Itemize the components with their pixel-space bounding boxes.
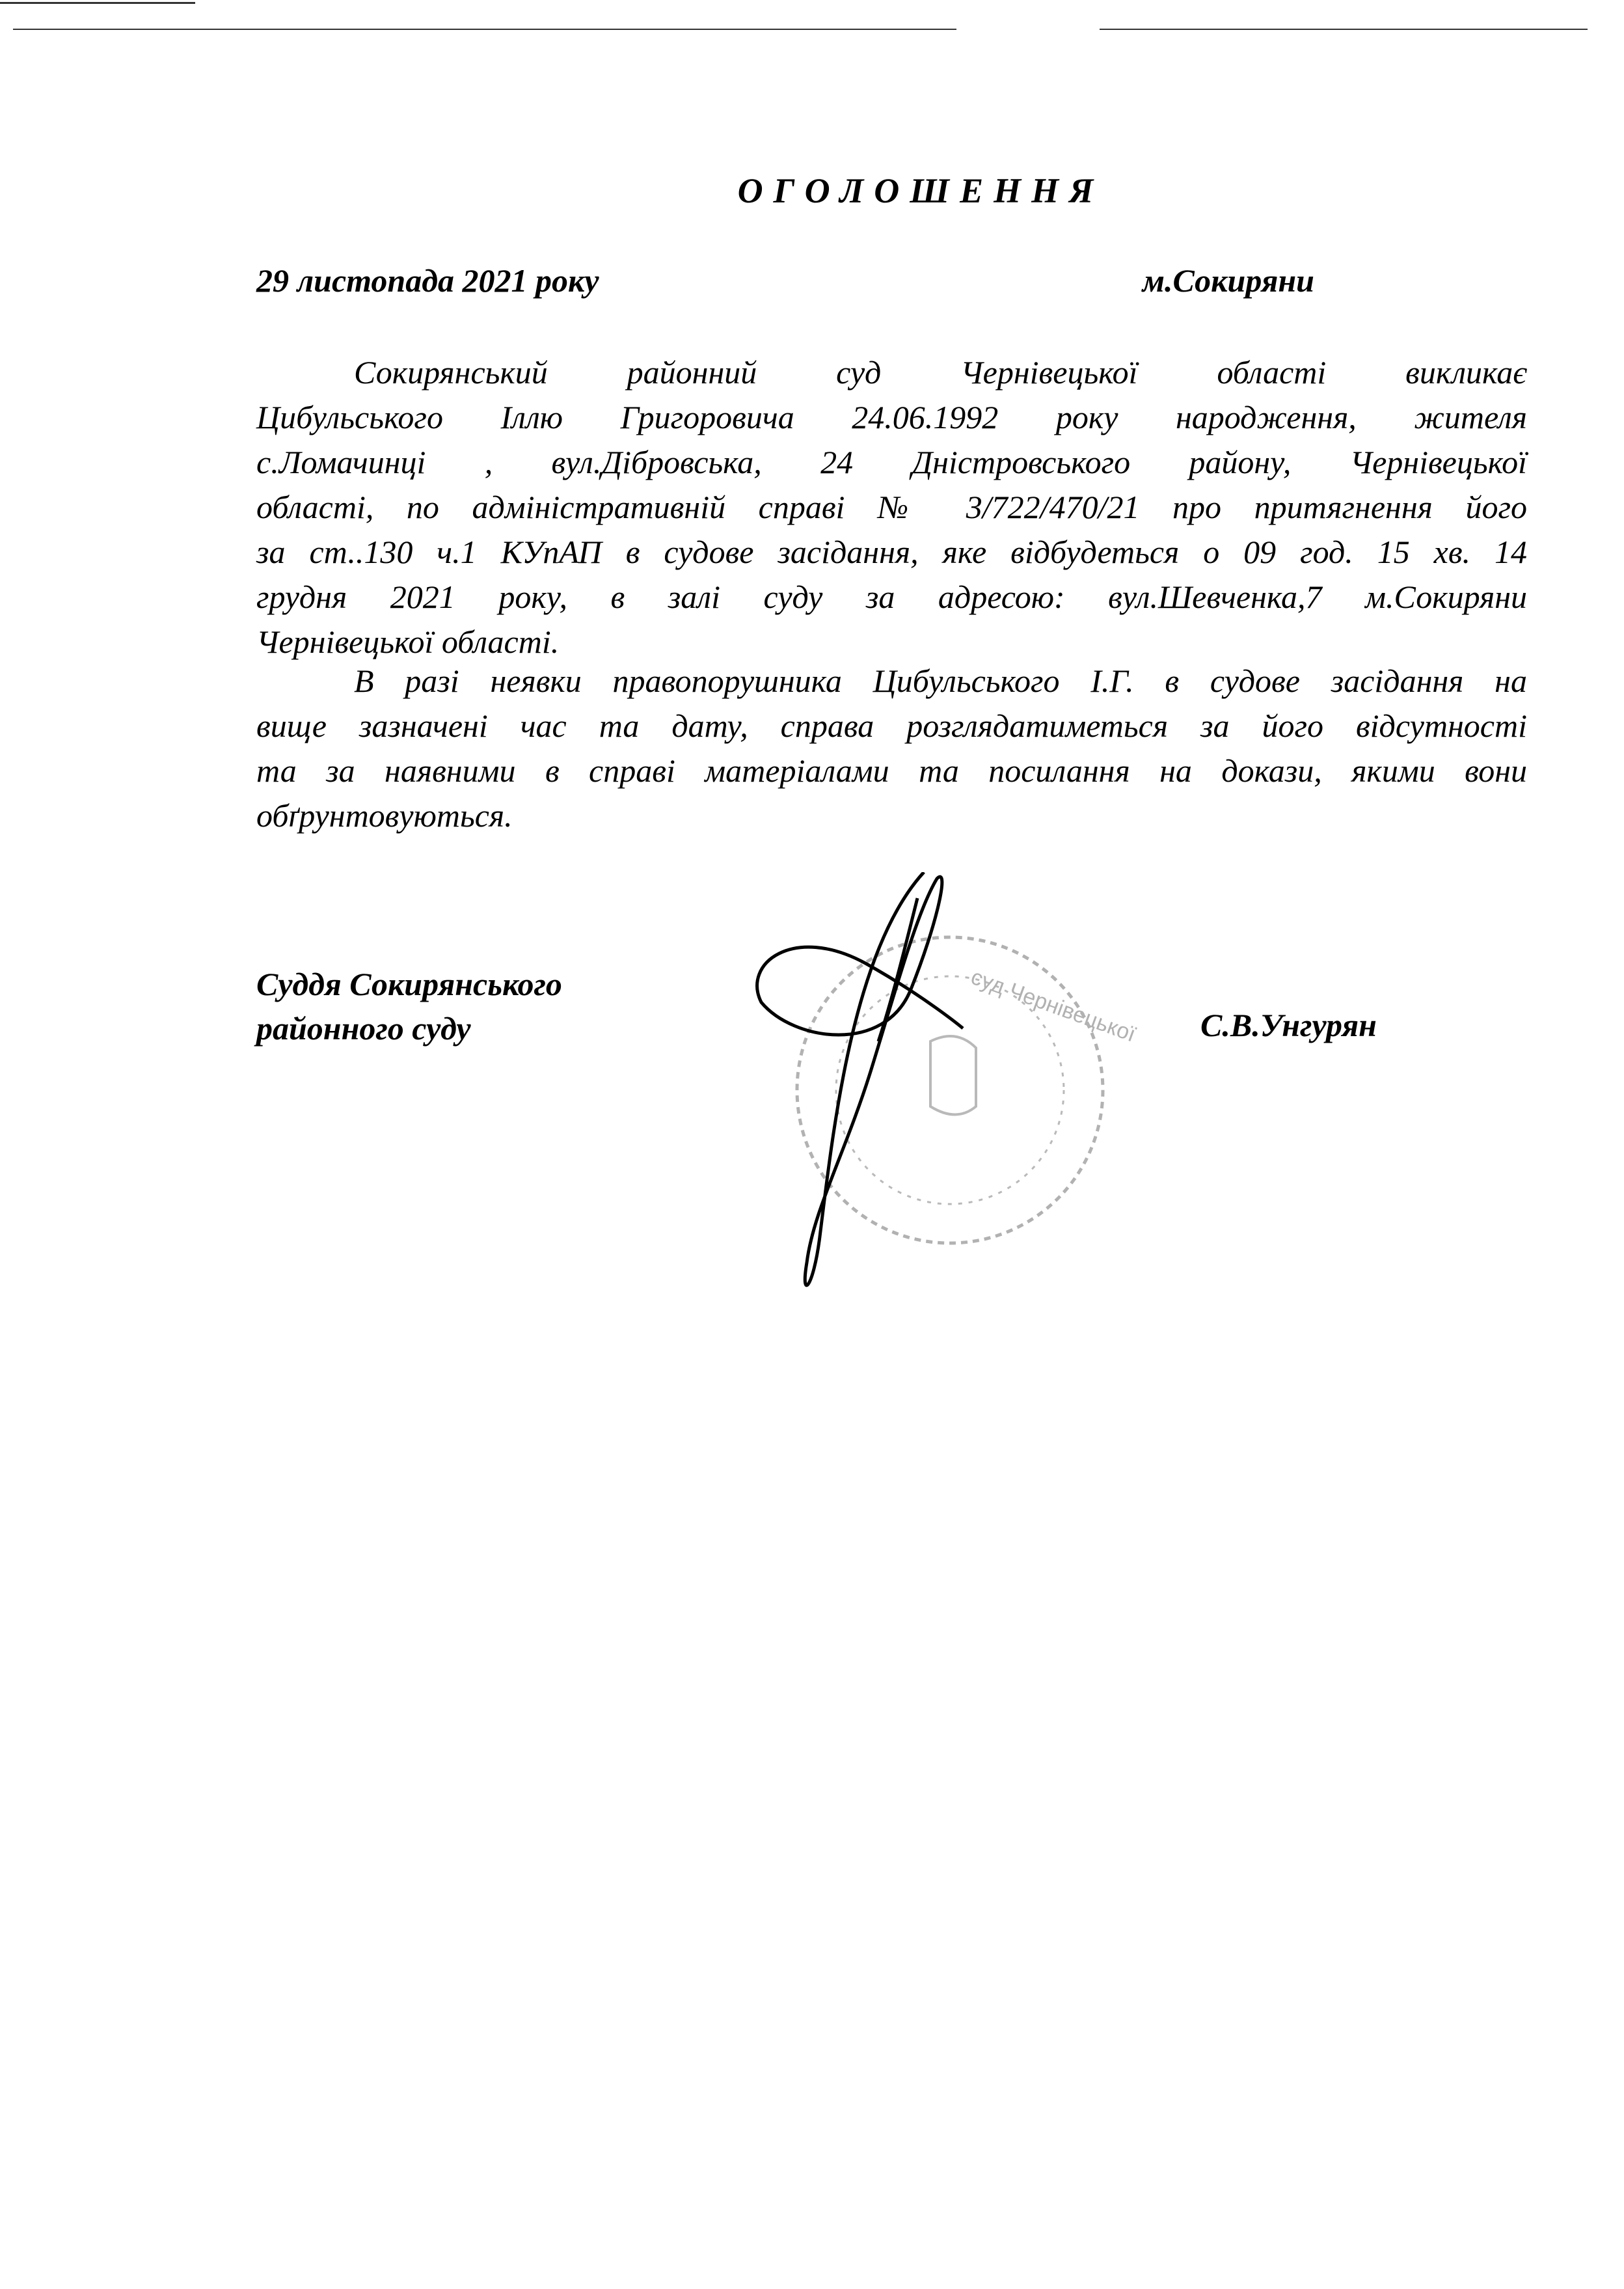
court-stamp xyxy=(797,937,1139,1243)
text-line: обґрунтовуються. xyxy=(256,797,513,834)
scan-rule-top xyxy=(0,2,195,4)
document-city: м.Сокиряни xyxy=(1142,262,1314,299)
scan-rule xyxy=(1100,29,1588,30)
handwritten-signature xyxy=(757,872,963,1285)
text-line: за ст..130 ч.1 КУпАП в судове засідання, яке відбудеться о 09 год. 15 хв. 14 xyxy=(256,534,1527,570)
paragraph-summons xyxy=(256,350,1527,665)
position-line: районного суду xyxy=(256,1010,471,1047)
text-line: с.Ломачинці , вул.Дібровська, 24 Дністровського району, Чернівецької xyxy=(256,444,1527,480)
document-date: 29 листопада 2021 року xyxy=(256,262,599,299)
text-line: Чернівецької області. xyxy=(256,624,560,660)
text-line: В разі неявки правопорушника Цибульського І.Г. в судове засідання на xyxy=(354,663,1527,699)
text-line: Цибульського Іллю Григоровича 24.06.1992 року народження, жителя xyxy=(256,399,1527,435)
svg-text:суд Чернівецької: суд Чернівецької xyxy=(968,964,1139,1047)
text-line: Сокирянський районний суд Чернівецької області викликає xyxy=(354,354,1527,391)
text-line: вище зазначені час та дату, справа розглядатиметься за його відсутності xyxy=(256,707,1527,744)
stamp-and-signature xyxy=(755,872,1145,1341)
paragraph-absence xyxy=(256,659,1527,838)
document-title: ОГОЛОШЕННЯ xyxy=(737,171,1104,210)
signatory-position xyxy=(256,962,562,1050)
position-line: Суддя Сокирянського xyxy=(256,966,562,1002)
text-line: грудня 2021 року, в залі суду за адресою: вул.Шевченка,7 м.Сокиряни xyxy=(256,579,1527,615)
signatory-name: С.В.Унгурян xyxy=(1200,1007,1377,1043)
text-line: області, по адміністративній справі № 3/722/470/21 про притягнення його xyxy=(256,489,1527,525)
text-line: та за наявними в справі матеріалами та посилання на докази, якими вони xyxy=(256,752,1527,789)
scan-rule xyxy=(13,29,956,30)
